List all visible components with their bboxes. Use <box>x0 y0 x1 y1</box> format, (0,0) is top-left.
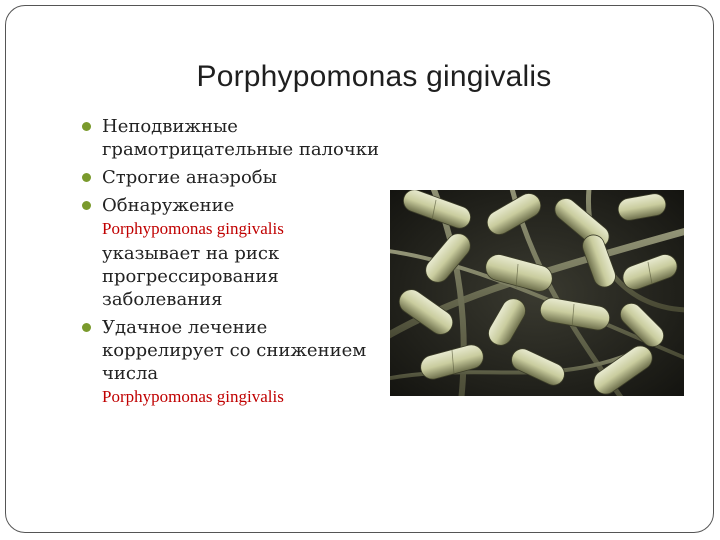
bullet-text: Неподвижные грамотрицательные палочки <box>102 116 379 160</box>
bullet-item-treatment <box>80 316 380 408</box>
bacteria-micrograph-image <box>390 190 684 396</box>
slide-title: Porphypomonas gingivalis <box>196 60 552 93</box>
bullet-dot-icon <box>82 201 91 210</box>
bullet-dot-icon <box>82 323 91 332</box>
bullet-text: Обнаружение <box>102 195 235 216</box>
bullet-text-continued: указывает на риск прогрессирования заболевания <box>102 243 280 310</box>
species-name: Porphypomonas gingivalis <box>102 387 284 406</box>
bullet-item-morphology <box>80 115 380 161</box>
bullet-item-anaerobes <box>80 166 380 189</box>
bullet-text: Удачное лечение коррелирует со снижением числа <box>102 317 367 384</box>
bullet-dot-icon <box>82 173 91 182</box>
bullet-list <box>80 115 380 413</box>
bullet-text: Строгие анаэробы <box>102 167 277 188</box>
bullet-dot-icon <box>82 122 91 131</box>
species-name: Porphypomonas gingivalis <box>102 219 284 238</box>
bullet-item-detection <box>80 194 380 311</box>
